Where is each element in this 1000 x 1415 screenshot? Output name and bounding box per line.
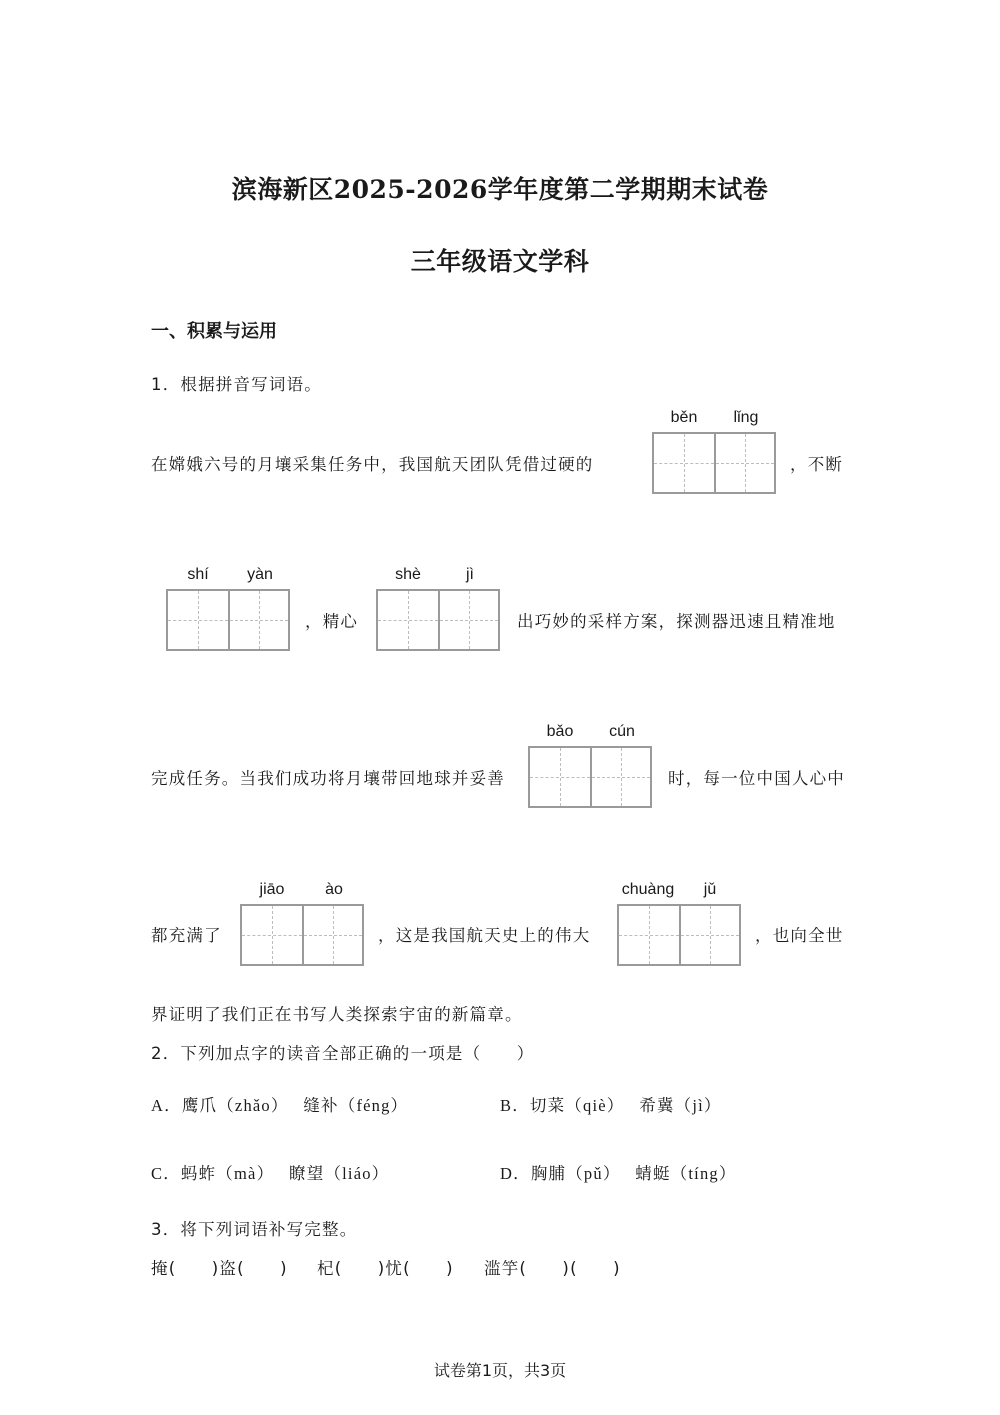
option-b[interactable]: B．切菜（qiè） 希冀（jì） bbox=[500, 1096, 722, 1115]
pinyin-ju: jǔ bbox=[703, 881, 717, 898]
answer-grid-baocun[interactable] bbox=[528, 746, 652, 808]
idiom-fill-2[interactable]: 杞( )忧( ) bbox=[317, 1259, 454, 1278]
section-heading: 一、积累与运用 bbox=[151, 321, 277, 342]
passage-line-4: 都充满了 bbox=[151, 926, 222, 945]
passage-line-3-end: 时，每一位中国人心中 bbox=[668, 769, 845, 788]
exam-subtitle: 三年级语文学科 bbox=[410, 247, 590, 276]
pinyin-chuang: chuàng bbox=[621, 881, 675, 898]
option-d[interactable]: D．胸脯（pǔ） 蜻蜓（tíng） bbox=[500, 1164, 737, 1183]
passage-line-1-end: ，不断 bbox=[790, 455, 844, 474]
option-a[interactable]: A．鹰爪（zhǎo） 缝补（féng） bbox=[151, 1096, 409, 1115]
pinyin-ling: lǐng bbox=[733, 409, 759, 426]
page-footer: 试卷第1页，共3页 bbox=[433, 1361, 567, 1380]
pinyin-she: shè bbox=[395, 566, 421, 583]
pinyin-ao: ào bbox=[325, 881, 343, 898]
question-2-prompt: 2．下列加点字的读音全部正确的一项是（ ） bbox=[151, 1044, 535, 1063]
passage-line-2-end: 出巧妙的采样方案，探测器迅速且精准地 bbox=[517, 612, 836, 631]
pinyin-yan: yàn bbox=[247, 566, 273, 583]
idiom-fill-3[interactable]: 滥竽( )( ) bbox=[484, 1259, 621, 1278]
question-3-prompt: 3．将下列词语补写完整。 bbox=[151, 1220, 358, 1239]
exam-title: 滨海新区2025-2026学年度第二学期期末试卷 bbox=[231, 175, 769, 204]
passage-line-2-mid: ，精心 bbox=[305, 612, 359, 631]
pinyin-jiao: jiāo bbox=[259, 881, 285, 898]
answer-grid-chuangju[interactable] bbox=[617, 904, 741, 966]
passage-line-5: 界证明了我们正在书写人类探索宇宙的新篇章。 bbox=[151, 1005, 523, 1024]
idiom-fill-1[interactable]: 掩( )盗( ) bbox=[151, 1259, 288, 1278]
passage-line-4-mid: ，这是我国航天史上的伟大 bbox=[378, 926, 591, 945]
pinyin-cun: cún bbox=[609, 723, 635, 740]
answer-grid-benling[interactable] bbox=[652, 432, 776, 494]
passage-line-4-end: ，也向全世 bbox=[755, 926, 844, 945]
option-c[interactable]: C．蚂蚱（mà） 瞭望（liáo） bbox=[151, 1164, 390, 1183]
passage-line-3: 完成任务。当我们成功将月壤带回地球并妥善 bbox=[151, 769, 505, 788]
pinyin-ben: běn bbox=[670, 409, 698, 426]
answer-grid-sheji[interactable] bbox=[376, 589, 500, 651]
pinyin-shi: shí bbox=[187, 566, 209, 583]
passage-line-1: 在嫦娥六号的月壤采集任务中，我国航天团队凭借过硬的 bbox=[151, 455, 594, 474]
answer-grid-shiyan[interactable] bbox=[166, 589, 290, 651]
question-1-prompt: 1．根据拼音写词语。 bbox=[151, 375, 322, 394]
answer-grid-jiaoao[interactable] bbox=[240, 904, 364, 966]
pinyin-bao: bǎo bbox=[546, 723, 574, 740]
pinyin-ji: jì bbox=[466, 566, 474, 583]
